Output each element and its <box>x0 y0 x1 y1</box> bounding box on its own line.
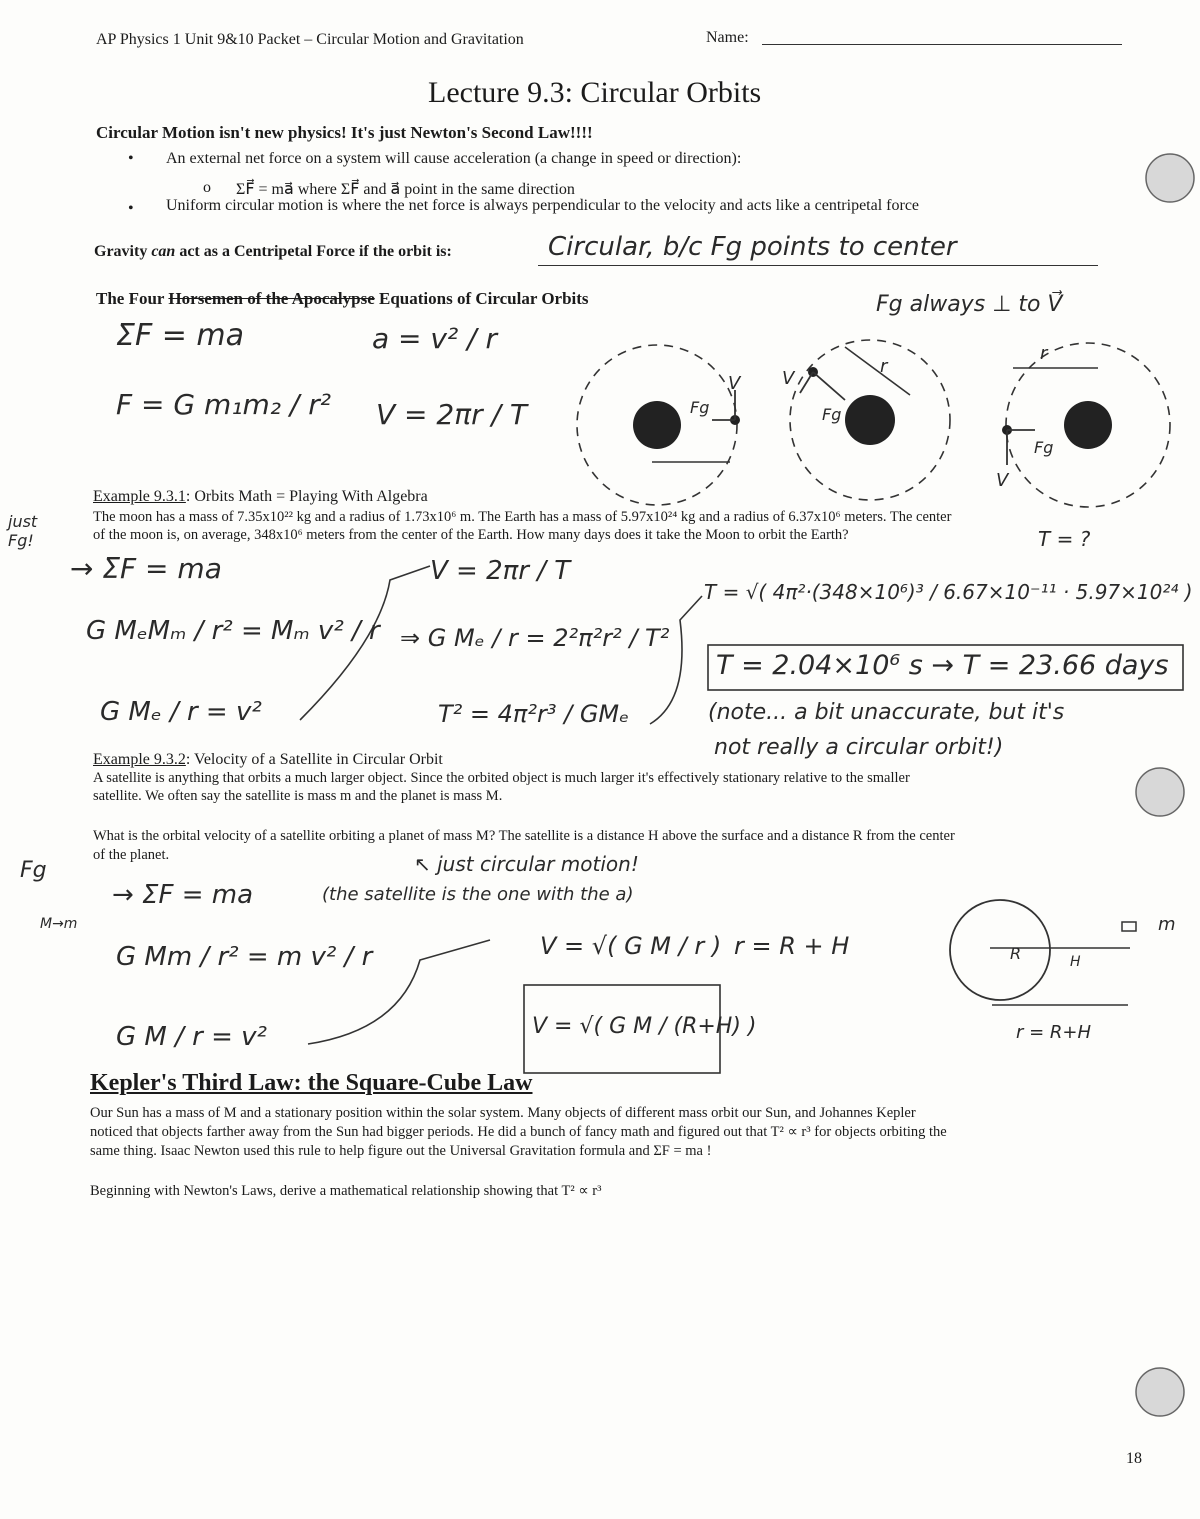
example2-margin-fg: Fg <box>20 858 47 883</box>
kepler-heading: Kepler's Third Law: the Square-Cube Law <box>90 1070 533 1096</box>
velocity-arrow <box>800 372 813 393</box>
diagram-label-v: V <box>728 373 741 394</box>
example2-question-2: of the planet. <box>93 847 170 863</box>
planet-icon <box>845 395 895 445</box>
lecture-title: Lecture 9.3: Circular Orbits <box>428 76 762 109</box>
example1-answer: T = 2.04×10⁶ s → T = 23.66 days <box>716 650 1169 681</box>
example1-title: Example 9.3.1: Orbits Math = Playing With Algebra <box>93 488 428 505</box>
orbit-diagram-3 <box>1002 343 1170 507</box>
intro-sub-bullet: ΣF⃗ = ma⃗ where ΣF⃗ and a⃗ point in the same direction <box>236 181 575 198</box>
example1-work-6: T² = 4π²r³ / GMₑ <box>438 700 630 728</box>
example1-note-2: not really a circular orbit!) <box>714 735 1004 760</box>
diagram-label-r-sum: r = R+H <box>1016 1022 1092 1043</box>
intro-bullet-2: Uniform circular motion is where the net force is always perpendicular to the velocity and acts like a centripetal force <box>166 197 920 214</box>
packet-title: AP Physics 1 Unit 9&10 Packet – Circular Motion and Gravitation <box>96 31 524 48</box>
planet-icon <box>1064 401 1112 449</box>
example1-margin-note: just Fg! <box>8 512 38 550</box>
planet-icon <box>633 401 681 449</box>
example1-work-3: G Mₑ / r = v² <box>100 697 262 727</box>
force-arrow <box>813 372 845 400</box>
eq-gravitation: F = G m₁m₂ / r² <box>116 388 331 421</box>
kepler-line-1: Our Sun has a mass of M and a stationary position within the solar system. Many objects of different mass orbit our Sun, and Johannes Kepler <box>90 1105 916 1121</box>
example1-work-1: → ΣF = ma <box>70 552 222 585</box>
example1-note-1: (note... a bit unaccurate, but it's <box>708 700 1065 725</box>
bullet-marker: • <box>128 200 134 217</box>
example1-line2: of the moon is, on average, 348x10⁶ meters from the center of the Earth. How many days does it take the Moon to orbit the Earth? <box>93 527 849 543</box>
satellite-diagram <box>950 900 1136 1005</box>
kepler-prompt: Beginning with Newton's Laws, derive a mathematical relationship showing that T² ∝ r³ <box>90 1183 602 1199</box>
example2-answer: V = √( G M / (R+H) ) <box>532 1014 757 1039</box>
kepler-line-2: noticed that objects farther away from the Sun had bigger periods. He did a bunch of fancy math and figured out that T² ∝ r³ for objects orbiting the <box>90 1124 947 1140</box>
example2-work-5: r = R + H <box>734 932 850 960</box>
example1-work-4: V = 2πr / T <box>430 556 571 586</box>
bullet-marker: • <box>128 150 134 167</box>
sub-bullet-marker: o <box>203 179 211 196</box>
eq-centripetal-accel: a = v² / r <box>372 322 497 355</box>
planet-outline <box>950 900 1050 1000</box>
example2-work-4: V = √( G M / r ) <box>540 932 722 960</box>
gravity-prompt-label: Gravity can act as a Centripetal Force if the orbit is: <box>94 243 452 260</box>
work-arrow <box>650 596 702 724</box>
example2-work-1-note: (the satellite is the one with the a) <box>322 884 634 905</box>
kepler-line-3: same thing. Isaac Newton used this rule to help figure out the Universal Gravitation formula and ΣF = ma ! <box>90 1143 712 1159</box>
perpendicular-note: Fg always ⊥ to V⃗ <box>876 292 1063 317</box>
example1-work-7: T = √( 4π²·(348×10⁶)³ / 6.67×10⁻¹¹ · 5.97×10²⁴ ) <box>704 580 1193 604</box>
intro-heading: Circular Motion isn't new physics! It's just Newton's Second Law!!!! <box>96 123 593 142</box>
example1-unknown: T = ? <box>1038 527 1091 551</box>
radius-line <box>845 347 910 395</box>
diagram-label-r: r <box>1040 343 1048 364</box>
diagram-label-fg: Fg <box>1034 438 1054 457</box>
example2-title: Example 9.3.2: Velocity of a Satellite in Circular Orbit <box>93 751 443 768</box>
example2-work-3: G M / r = v² <box>116 1022 267 1052</box>
example1-line1: The moon has a mass of 7.35x10²² kg and a radius of 1.73x10⁶ m. The Earth has a mass of 5.97x10²⁴ kg and a radius of 6.37x10⁶ meters. The center <box>93 509 952 525</box>
example1-work-5: ⇒ G Mₑ / r = 2²π²r² / T² <box>400 624 670 652</box>
example2-note-just: ↖ just circular motion! <box>414 852 639 876</box>
diagram-label-H: H <box>1070 954 1081 970</box>
name-label: Name: <box>706 29 749 46</box>
hole-punch-icon <box>1146 154 1194 202</box>
diagram-label-fg: Fg <box>822 405 842 424</box>
example2-margin-m: M→m <box>40 916 78 932</box>
orbit-diagram-1 <box>577 345 740 505</box>
diagram-label-fg: Fg <box>690 398 710 417</box>
hole-punch-icon <box>1136 1368 1184 1416</box>
example2-question-1: What is the orbital velocity of a satellite orbiting a planet of mass M? The satellite is a distance H above the surface and a distance R from the center <box>93 828 955 844</box>
diagram-label-R: R <box>1010 944 1022 963</box>
example2-work-2: G Mm / r² = m v² / r <box>116 942 373 972</box>
example2-para-2: satellite. We often say the satellite is mass m and the planet is mass M. <box>93 788 503 804</box>
example2-para-1: A satellite is anything that orbits a much larger object. Since the orbited object is much larger it's effectively stationary relative to the smaller <box>93 770 910 786</box>
eq-newton-second: ΣF = ma <box>116 318 245 353</box>
satellite-icon <box>1122 922 1136 931</box>
hole-punch-icon <box>1136 768 1184 816</box>
example2-work-1: → ΣF = ma <box>112 880 254 910</box>
example1-work-2: G MₑMₘ / r² = Mₘ v² / r <box>86 616 380 646</box>
four-equations-heading: The Four Horsemen of the Apocalypse Equations of Circular Orbits <box>96 289 589 308</box>
intro-bullet-1: An external net force on a system will cause acceleration (a change in speed or direction): <box>166 150 742 167</box>
diagram-label-v: V <box>996 470 1009 491</box>
diagram-label-m: m <box>1158 914 1176 935</box>
gravity-answer: Circular, b/c Fg points to center <box>548 232 957 262</box>
eq-orbital-velocity: V = 2πr / T <box>376 398 527 431</box>
diagram-label-r: r <box>880 356 888 377</box>
diagram-label-v: V <box>782 368 795 389</box>
orbit-diagram-2 <box>790 340 950 500</box>
page-number: 18 <box>1126 1450 1142 1467</box>
